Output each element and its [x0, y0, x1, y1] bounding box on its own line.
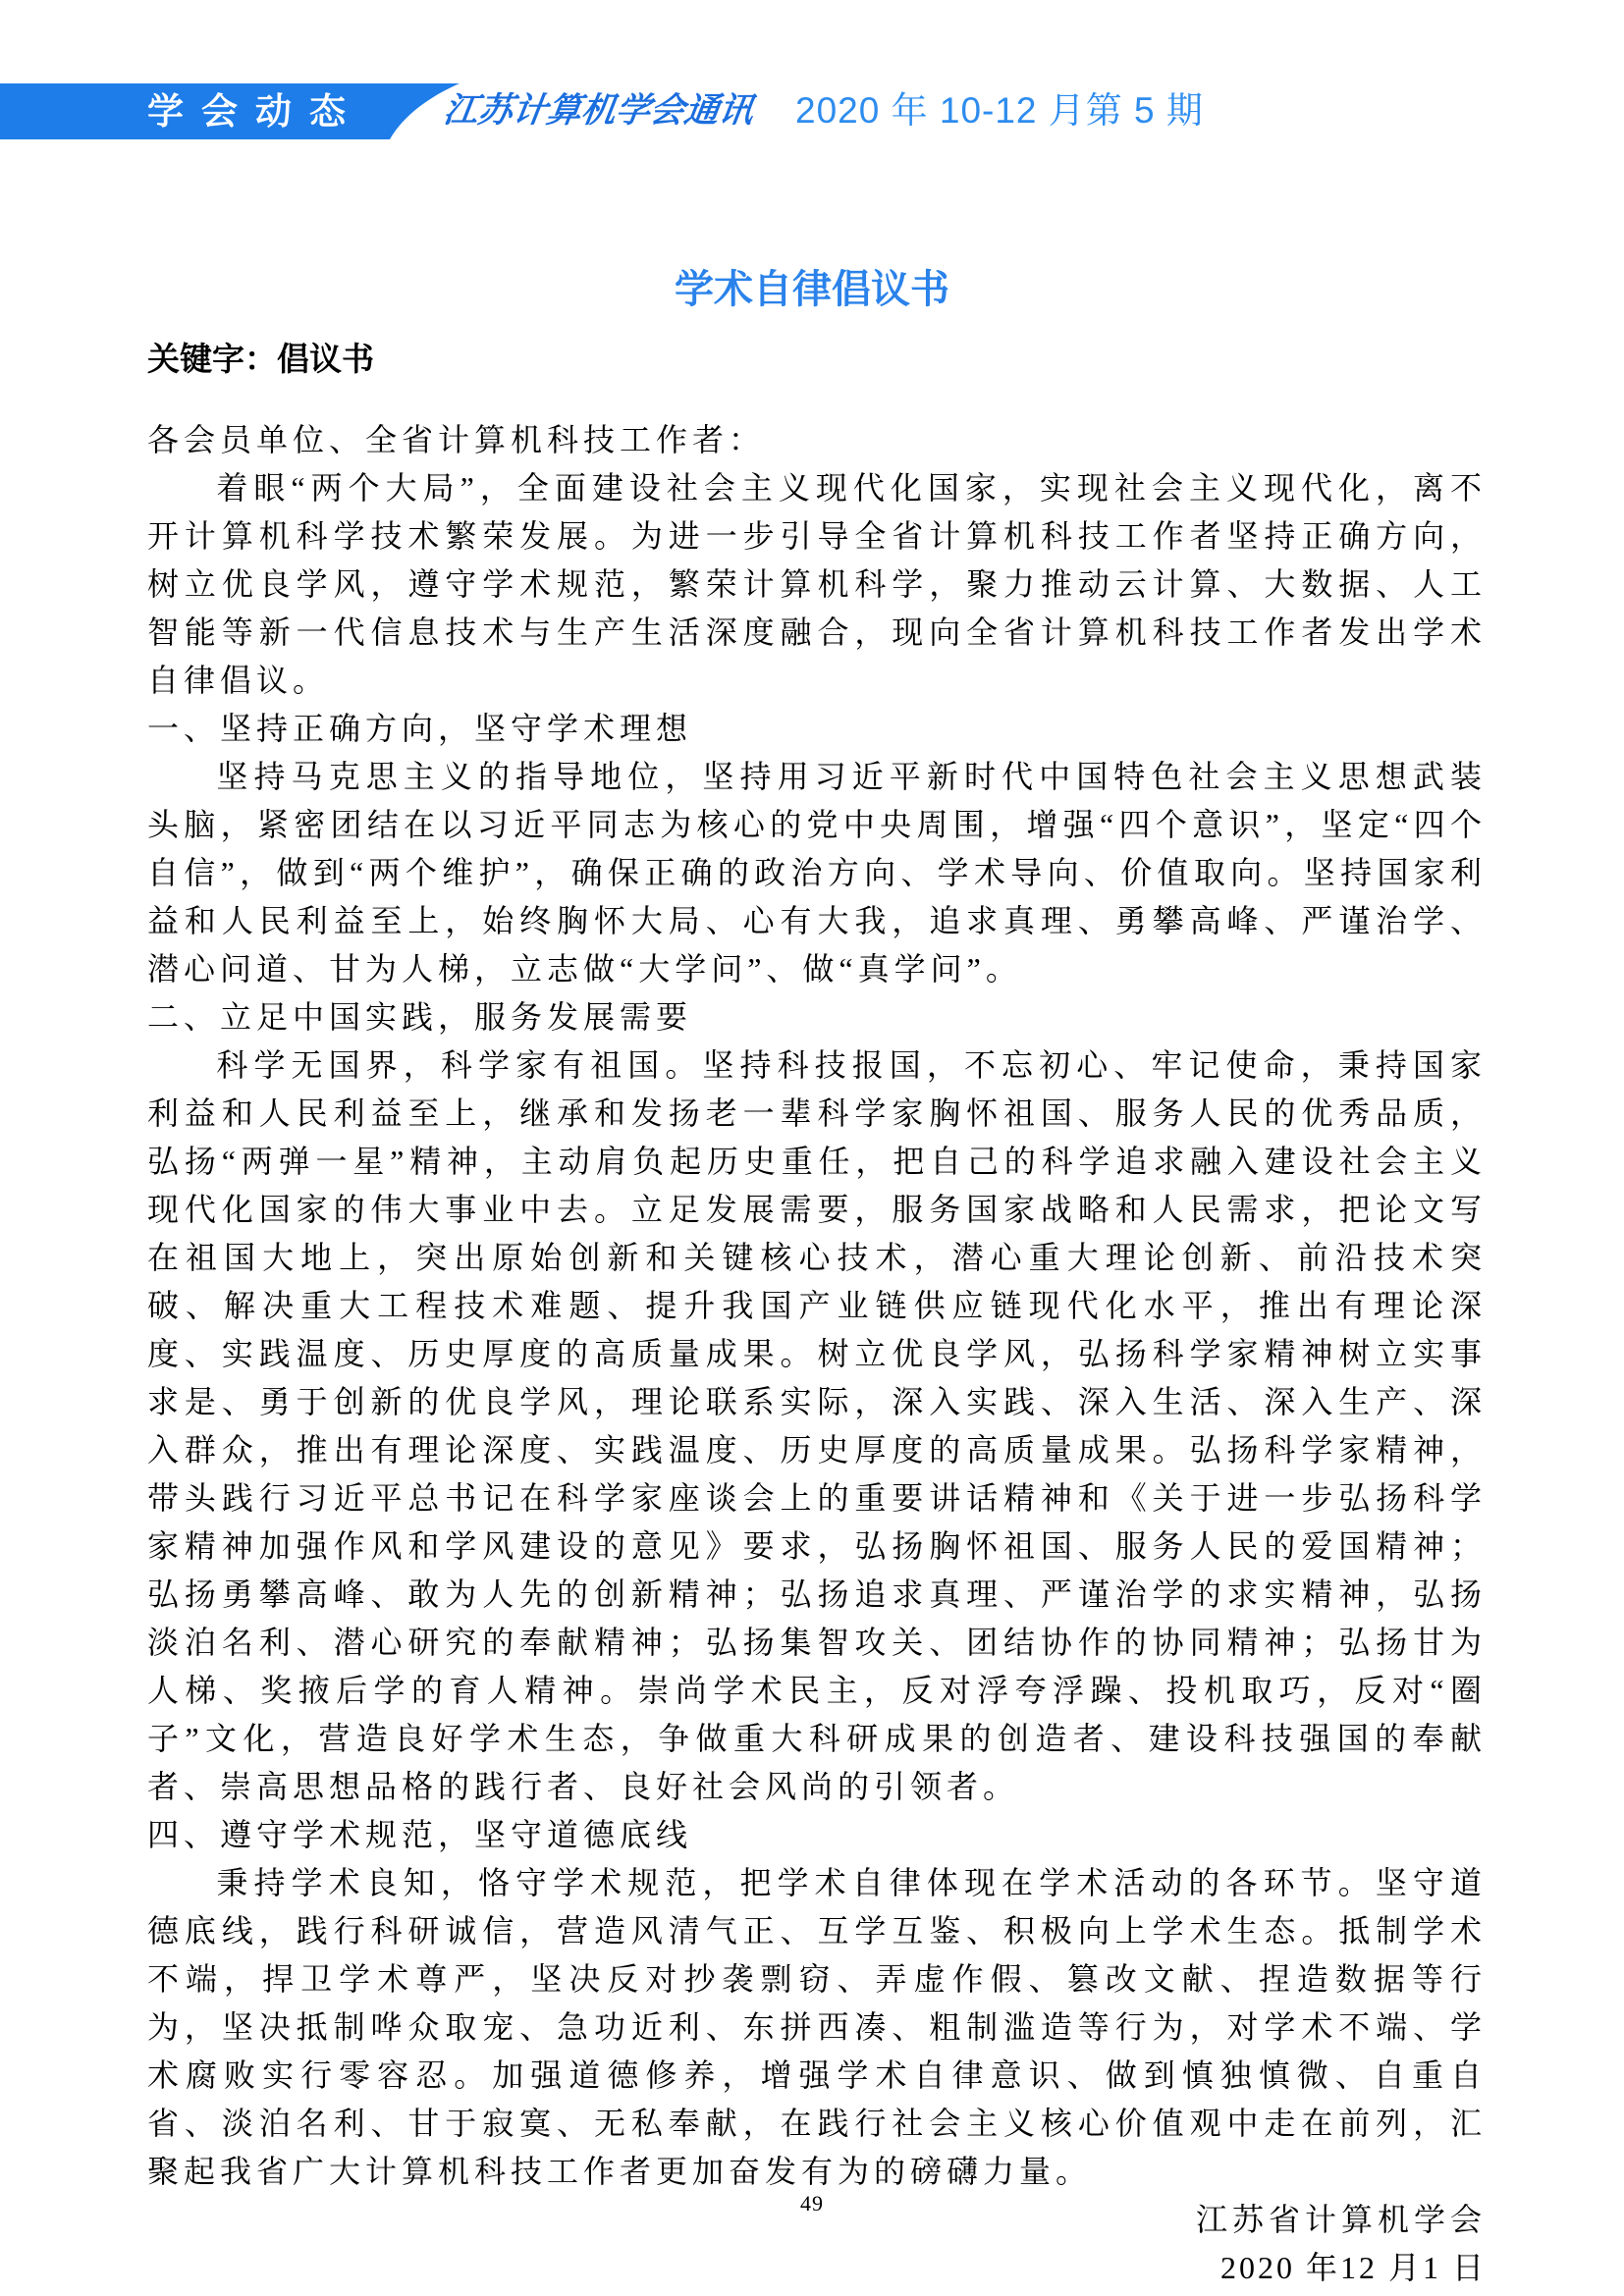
paragraph: 秉持学术良知，恪守学术规范，把学术自律体现在学术活动的各环节。坚守道德底线，践行科研诚信，营造风清气正、互学互鉴、积极向上学术生态。抵制学术不端，捍卫学术尊严，坚决反对抄袭剽窃、弄虚作假、篡改文献、捏造数据等行为，坚决抵制哗众取宠、急功近利、东拼西凑、粗制滥造等行为，对学术不端、学术腐败实行零容忍。加强道德修养，增强学术自律意识、做到慎独慎微、自重自省、淡泊名利、甘于寂寞、无私奉献，在践行社会主义核心价值观中走在前列，汇聚起我省广大计算机科技工作者更加奋发有为的磅礴力量。: [147, 1865, 1487, 2189]
article-title: 学术自律倡议书: [675, 268, 949, 311]
article-body: [147, 416, 1487, 2292]
section-label: 学会动态: [147, 91, 363, 132]
issue-label: 2020 年 10-12 月第 5 期: [795, 90, 1204, 131]
newsletter-title-text: 江苏计算机学会通讯: [441, 91, 756, 130]
newsletter-title: [441, 85, 756, 139]
section-heading-1: 一、坚持正确方向，坚守学术理想: [147, 711, 693, 746]
signature: 江苏省计算机学会: [1195, 2202, 1487, 2237]
header-banner: [0, 83, 1624, 139]
date-line: 2020 年12 月1 日: [1219, 2250, 1487, 2285]
keywords-line: 关键字：倡议书: [147, 341, 374, 377]
salutation: 各会员单位、全省计算机科技工作者：: [147, 422, 766, 457]
paragraph: 科学无国界，科学家有祖国。坚持科技报国，不忘初心、牢记使命，秉持国家利益和人民利益至上，继承和发扬老一辈科学家胸怀祖国、服务人民的优秀品质，弘扬“两弹一星”精神，主动肩负起历史重任，把自己的科学追求融入建设社会主义现代化国家的伟大事业中去。立足发展需要，服务国家战略和人民需求，把论文写在祖国大地上，突出原始创新和关键核心技术，潜心重大理论创新、前沿技术突破、解决重大工程技术难题、提升我国产业链供应链现代化水平，推出有理论深度、实践温度、历史厚度的高质量成果。树立优良学风，弘扬科学家精神树立实事求是、勇于创新的优良学风，理论联系实际，深入实践、深入生活、深入生产、深入群众，推出有理论深度、实践温度、历史厚度的高质量成果。弘扬科学家精神，带头践行习近平总书记在科学家座谈会上的重要讲话精神和《关于进一步弘扬科学家精神加强作风和学风建设的意见》要求，弘扬胸怀祖国、服务人民的爱国精神；弘扬勇攀高峰、敢为人先的创新精神；弘扬追求真理、严谨治学的求实精神，弘扬淡泊名利、潜心研究的奉献精神；弘扬集智攻关、团结协作的协同精神；弘扬甘为人梯、奖掖后学的育人精神。崇尚学术民主，反对浮夸浮躁、投机取巧，反对“圈子”文化，营造良好学术生态，争做重大科研成果的创造者、建设科技强国的奉献者、崇高思想品格的践行者、良好社会风尚的引领者。: [147, 1047, 1487, 1804]
paragraph: 坚持马克思主义的指导地位，坚持用习近平新时代中国特色社会主义思想武装头脑，紧密团结在以习近平同志为核心的党中央周围，增强“四个意识”，坚定“四个自信”，做到“两个维护”，确保正确的政治方向、学术导向、价值取向。坚持国家利益和人民利益至上，始终胸怀大局、心有大我，追求真理、勇攀高峰、严谨治学、潜心问道、甘为人梯，立志做“大学问”、做“真学问”。: [147, 759, 1487, 987]
section-heading-4: 四、遵守学术规范，坚守道德底线: [147, 1817, 693, 1852]
paragraph: 着眼“两个大局”，全面建设社会主义现代化国家，实现社会主义现代化，离不开计算机科学技术繁荣发展。为进一步引导全省计算机科技工作者坚持正确方向，树立优良学风，遵守学术规范，繁荣计算机科学，聚力推动云计算、大数据、人工智能等新一代信息技术与生产生活深度融合，现向全省计算机科技工作者发出学术自律倡议。: [147, 470, 1487, 698]
page-number: 49: [800, 2191, 824, 2216]
section-heading-2: 二、立足中国实践，服务发展需要: [147, 999, 693, 1035]
